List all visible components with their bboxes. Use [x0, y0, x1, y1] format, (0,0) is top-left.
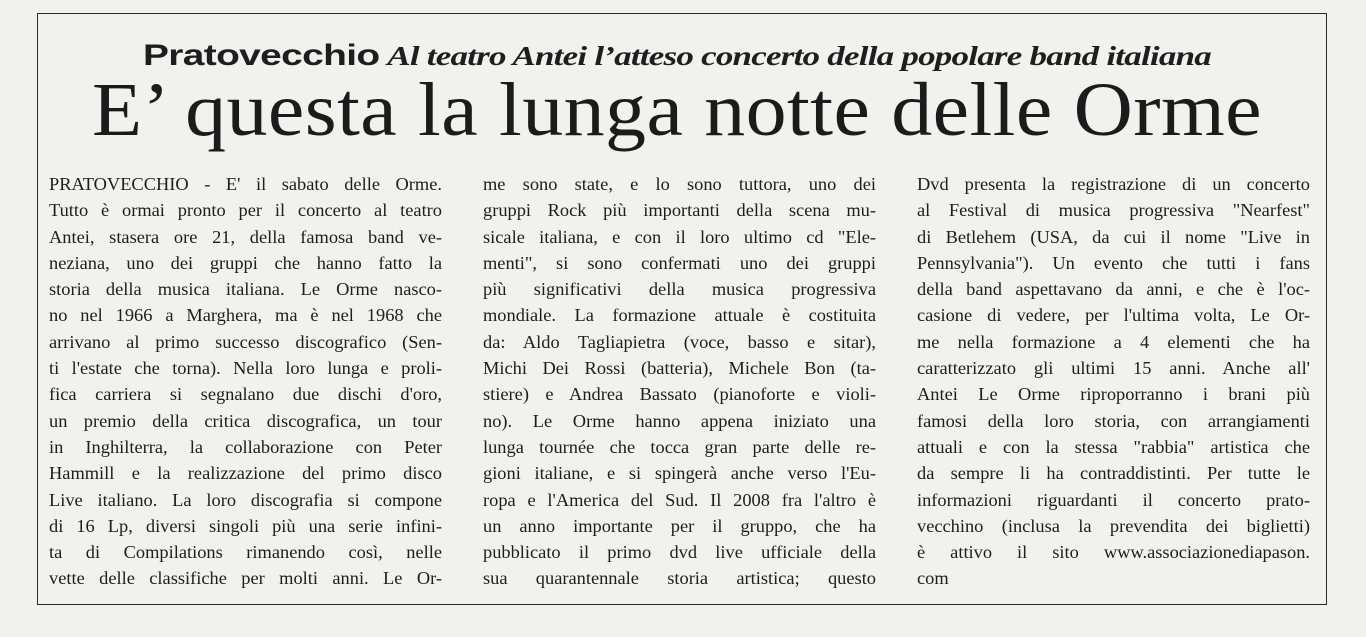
article-text-line: sua quarantennale storia artistica; questo: [483, 568, 876, 589]
article-text-line: vecchino (inclusa la prevendita dei biglietti): [917, 515, 1310, 536]
article-text-line: Pennsylvania"). Un evento che tutti i fans: [917, 252, 1310, 273]
article-text-line: caratterizzato gli ultimi 15 anni. Anche all': [917, 358, 1310, 379]
article-text-line: stiere) e Andrea Bassato (pianoforte e violi-: [483, 384, 876, 405]
article-text-line: informazioni riguardanti il concerto prato-: [917, 489, 1310, 510]
article-text-line: com: [917, 568, 949, 589]
article-text-line: fica carriera si segnalano due dischi d'oro,: [49, 384, 442, 405]
article-text-line: neziana, uno dei gruppi che hanno fatto la: [49, 252, 442, 273]
article-text-line: sicale italiana, e con il loro ultimo cd "Ele-: [483, 226, 876, 247]
article-text-line: gioni italiane, e si spingerà anche verso l'Eu-: [483, 463, 876, 484]
article-text-line: me sono state, e lo sono tuttora, uno dei: [483, 174, 876, 194]
article-headline: E’ questa la lunga notte delle Orme: [92, 68, 1262, 152]
article-text-line: gruppi Rock più importanti della scena mu-: [483, 200, 876, 221]
article-text-line: storia della musica italiana. Le Orme nasco-: [49, 279, 442, 300]
article-text-line: da: Aldo Tagliapietra (voce, basso e sitar),: [483, 331, 876, 352]
article-text-line: più significativi della musica progressiva: [483, 279, 876, 300]
article-text-line: menti", si sono confermati uno dei gruppi: [483, 252, 876, 273]
article-text-line: lunga tournée che tocca gran parte delle re-: [483, 436, 876, 457]
article-text-line: no nel 1966 a Marghera, ma è nel 1968 che: [49, 305, 442, 326]
article-column-2: [483, 171, 876, 589]
article-column-3: [917, 171, 1310, 589]
article-text-line: Dvd presenta la registrazione di un concerto: [917, 174, 1310, 194]
article-text-line: me nella formazione a 4 elementi che ha: [917, 331, 1310, 352]
article-column-1: [49, 171, 442, 589]
article-text-line: famosi della loro storia, con arrangiamenti: [917, 410, 1310, 431]
article-text-line: Live italiano. La loro discografia si compone: [49, 489, 442, 510]
article-text-line: di Betlehem (USA, da cui il nome "Live in: [917, 226, 1310, 247]
article-text-line: Hammill e la realizzazione del primo disco: [49, 463, 442, 484]
article-text-line: mondiale. La formazione attuale è costituita: [483, 305, 876, 326]
article-text-line: casione di vedere, per l'ultima volta, Le Or-: [917, 305, 1310, 326]
article-text-line: arrivano al primo successo discografico (Sen-: [49, 331, 442, 352]
article-text-line: attuali e con la stessa "rabbia" artistica che: [917, 436, 1310, 457]
article-text-line: è attivo il sito www.associazionediapason.: [917, 542, 1310, 563]
article-text-line: della band aspettavano da anni, e che è l'oc-: [917, 279, 1310, 300]
article-text-line: un premio della critica discografica, un tour: [49, 410, 442, 431]
article-text-line: vette delle classifiche per molti anni. Le Or-: [49, 568, 442, 589]
article-text-line: Antei, stasera ore 21, della famosa band ve-: [49, 226, 442, 247]
article-text-line: di 16 Lp, diversi singoli più una serie infini-: [49, 515, 442, 536]
article-text-line: pubblicato il primo dvd live ufficiale della: [483, 542, 876, 563]
article-text-line: ti l'estate che torna). Nella loro lunga e proli-: [49, 358, 442, 379]
article-text-line: Michi Dei Rossi (batteria), Michele Bon (ta-: [483, 358, 876, 379]
article-text-line: ropa e l'America del Sud. Il 2008 fra l'altro è: [483, 489, 876, 510]
kicker-subtitle: Al teatro Antei l’atteso concerto della popolare band italiana: [387, 41, 1211, 71]
article-text-line: in Inghilterra, la collaborazione con Peter: [49, 436, 442, 457]
article-text-line: da sempre li ha contraddistinti. Per tutte le: [917, 463, 1310, 484]
article-text-line: Antei Le Orme riproporranno i brani più: [917, 384, 1310, 405]
article-text-line: no). Le Orme hanno appena iniziato una: [483, 410, 876, 431]
article-text-line: un anno importante per il gruppo, che ha: [483, 515, 876, 536]
article-text-line: ta di Compilations rimanendo così, nelle: [49, 542, 442, 563]
kicker-place: Pratovecchio: [143, 39, 380, 72]
article-text-line: PRATOVECCHIO - E' il sabato delle Orme.: [49, 174, 442, 194]
article-text-line: al Festival di musica progressiva "Nearfest": [917, 200, 1310, 221]
article-text-line: Tutto è ormai pronto per il concerto al teatro: [49, 200, 442, 221]
